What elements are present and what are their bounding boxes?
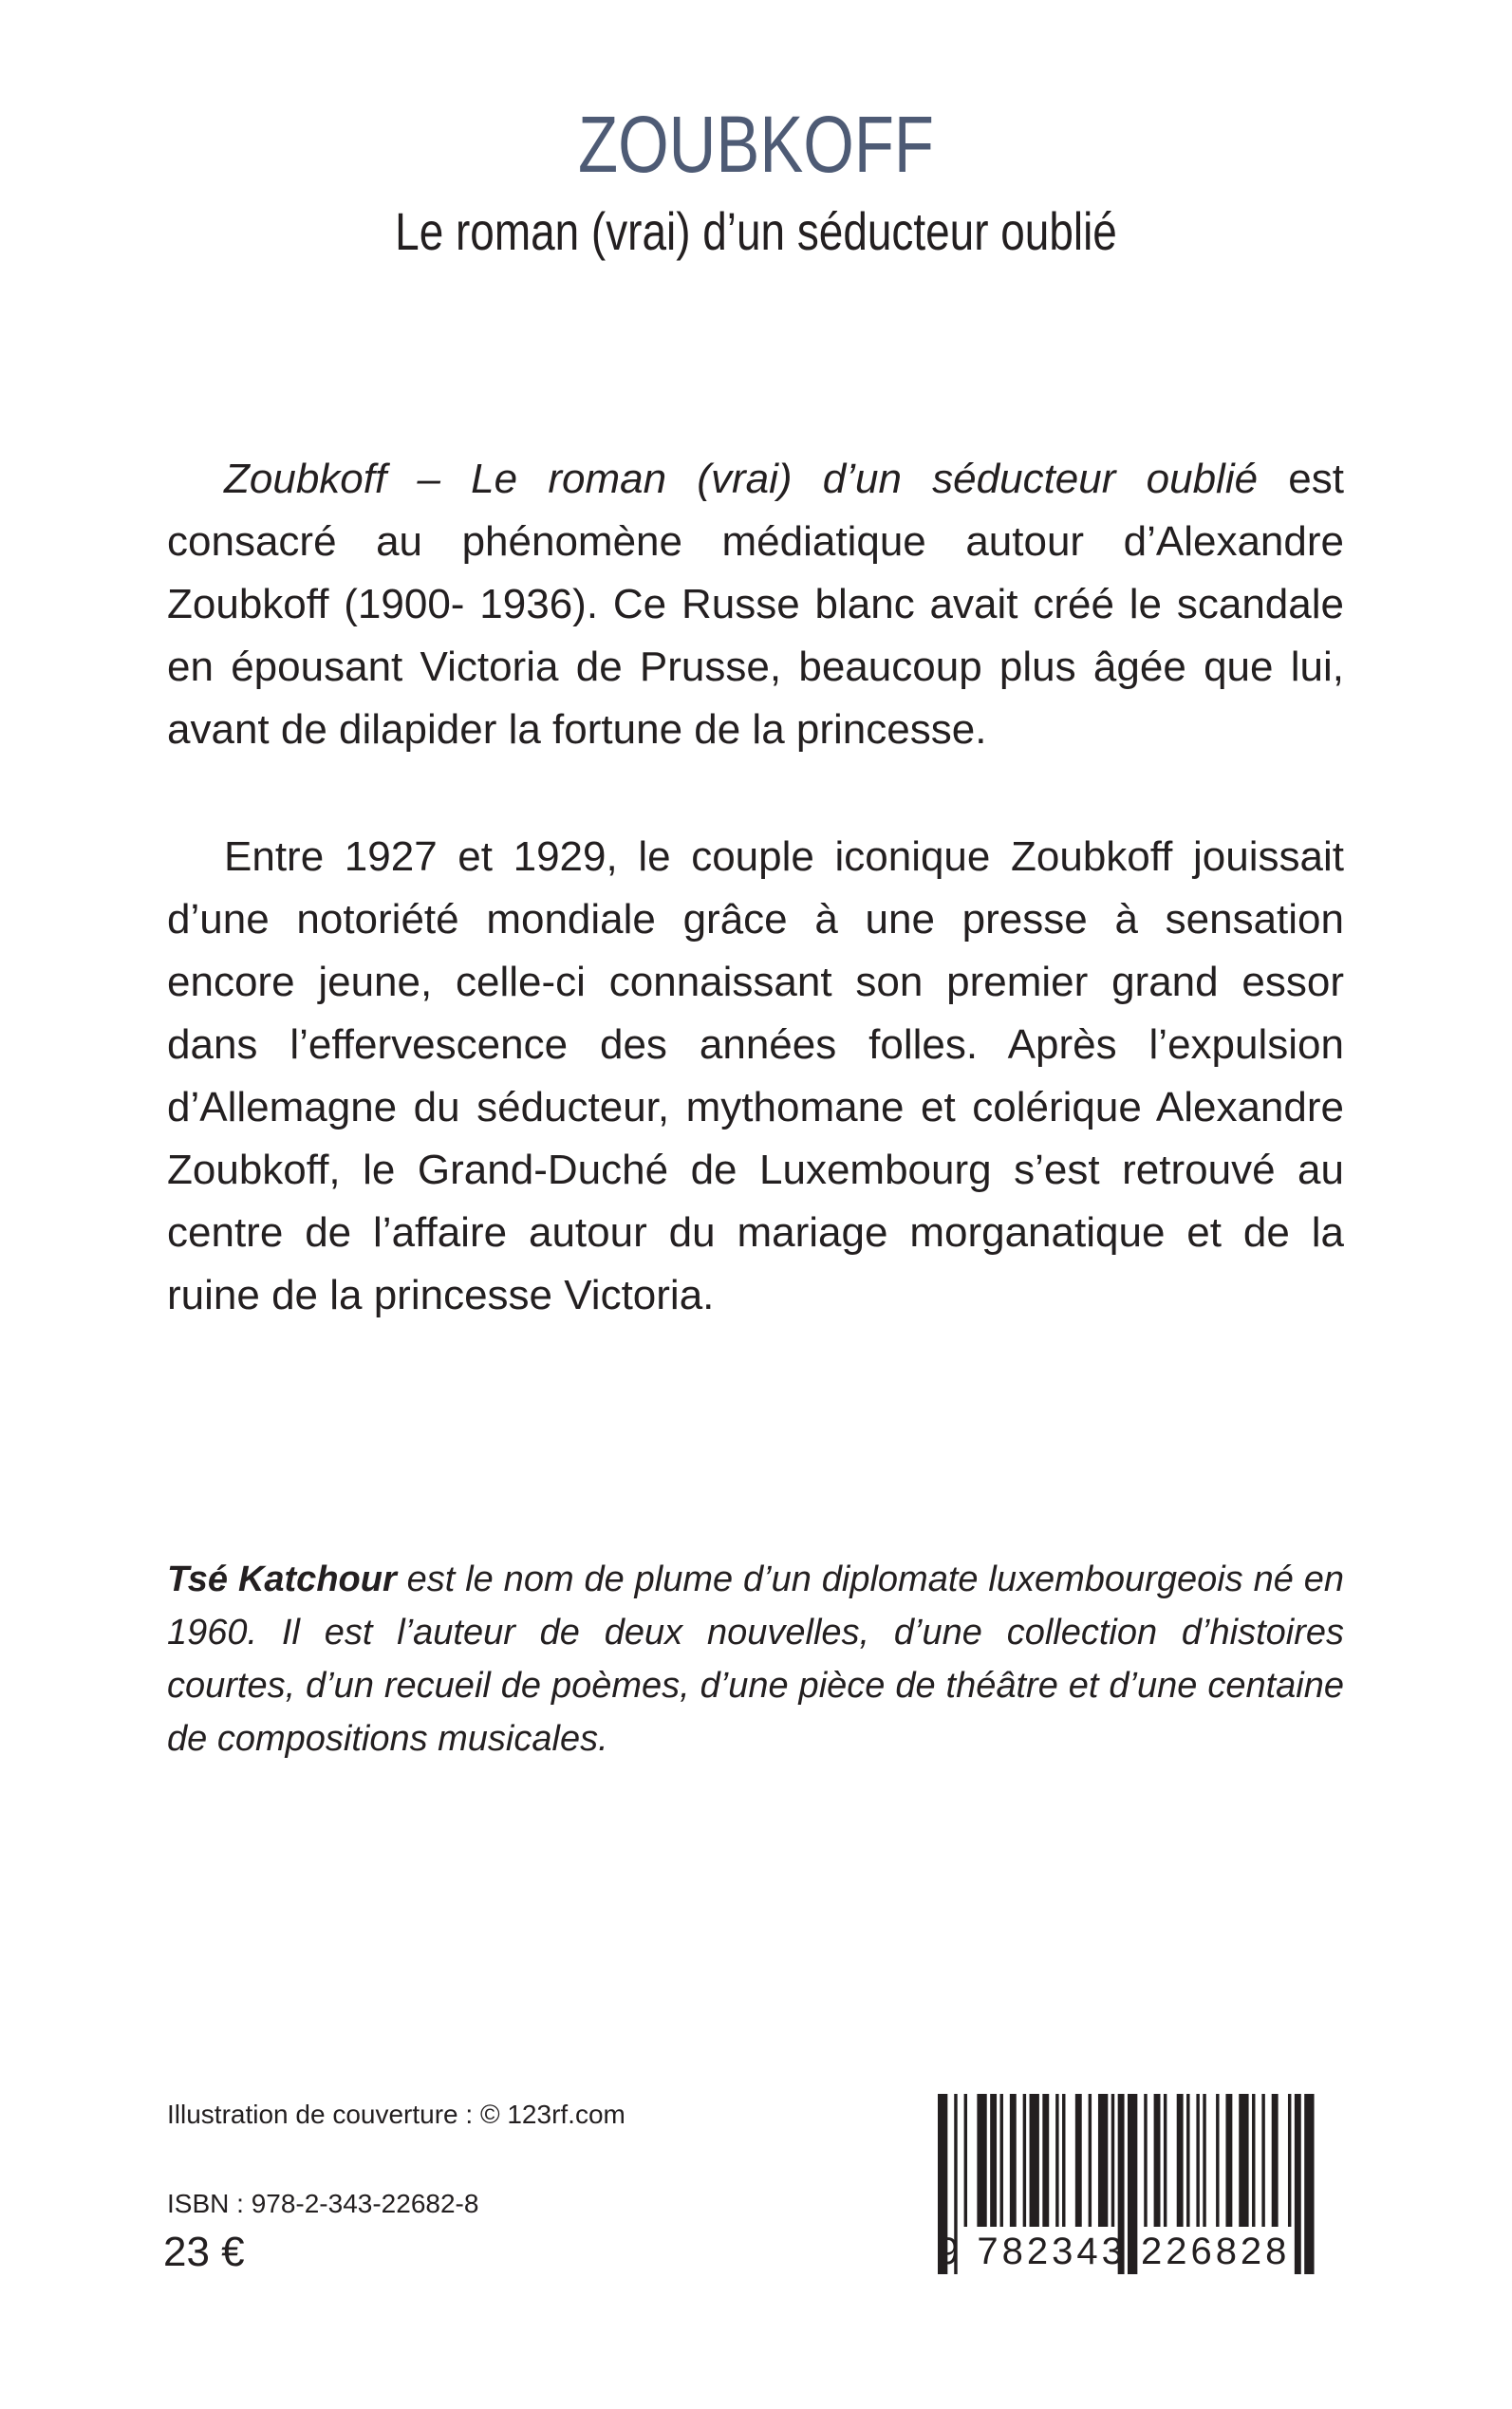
barcode-bar [1216,2094,1219,2227]
barcode-bar [1177,2094,1184,2227]
isbn: ISBN : 978-2-343-22682-8 [167,2189,479,2218]
barcode-bar [1030,2094,1039,2227]
barcode-bar [1272,2094,1279,2227]
blurb-text-2: Entre 1927 et 1929, le couple iconique Zoubkoff jouissait d’une notoriété mondiale grâce à une presse à sensation encore jeune, celle-ci connaissant son premier grand essor dans l’effervescence des années folles. Après l’expulsion d’Allemagne du séducteur, mythomane et colérique Alexandre Zoubkoff, le Grand-Duché de Luxembourg s’est retrouvé au centre de l’affaire autour du mariage morganatique et de la ruine de la princesse Victoria. [167,833,1344,1318]
barcode-bar [1225,2094,1232,2227]
barcode-bar [1203,2094,1205,2227]
barcode-bar [1042,2094,1049,2227]
barcode-bar [964,2094,967,2227]
blurb-title-italic: Zoubkoff – Le roman (vrai) d’un séducteur oublié [224,456,1259,502]
author-name: Tsé Katchour [167,1559,397,1599]
barcode-bar [1252,2094,1255,2227]
barcode-bar [1196,2094,1199,2227]
book-subtitle: Le roman (vrai) d’un séducteur oublié [395,201,1117,261]
barcode-bar [1089,2094,1092,2227]
barcode-bar [1023,2094,1026,2227]
barcode-number: 9 782343 226828 [938,2231,1291,2272]
barcode-bar [1055,2094,1058,2227]
barcode-bar [977,2094,986,2227]
barcode-bar [1111,2094,1114,2227]
barcode-bar [990,2094,997,2227]
barcode-bar [1239,2094,1248,2227]
blurb-paragraph-1 [167,448,1344,761]
book-title: ZOUBKOFF [577,100,934,189]
illustration-credit: Illustration de couverture : © 123rf.com [167,2100,625,2129]
author-bio [167,1553,1344,1765]
barcode-bar [1062,2094,1065,2227]
barcode-bar [1000,2094,1003,2227]
author-bio-text: est le nom de plume d’un diplomate luxembourgeois né en 1960. Il est l’auteur de deux nouvelles, d’une collection d’histoires courtes, d’un recueil de poèmes, d’une pièce de théâtre et d’une centaine de compositions musicales. [167,1559,1344,1759]
barcode-bar [1098,2094,1108,2227]
price: 23 € [163,2229,245,2275]
blurb-paragraph-2 [167,826,1344,1327]
barcode-bar [1075,2094,1082,2227]
blurb-text-1: est consacré au phénomène médiatique autour d’Alexandre Zoubkoff (1900- 1936). Ce Russe blanc avait créé le scandale en épousant Victoria de Prusse, beaucoup plus âgée que lui, avant de dilapider la fortune de la princesse. [167,456,1344,753]
barcode-bar [1164,2094,1167,2227]
barcode-bar [1186,2094,1189,2227]
barcode-bar [1288,2094,1291,2227]
barcode-bar [1144,2094,1147,2227]
barcode-bar [1154,2094,1161,2227]
barcode-bar [1010,2094,1017,2227]
barcode-bar [1261,2094,1264,2227]
